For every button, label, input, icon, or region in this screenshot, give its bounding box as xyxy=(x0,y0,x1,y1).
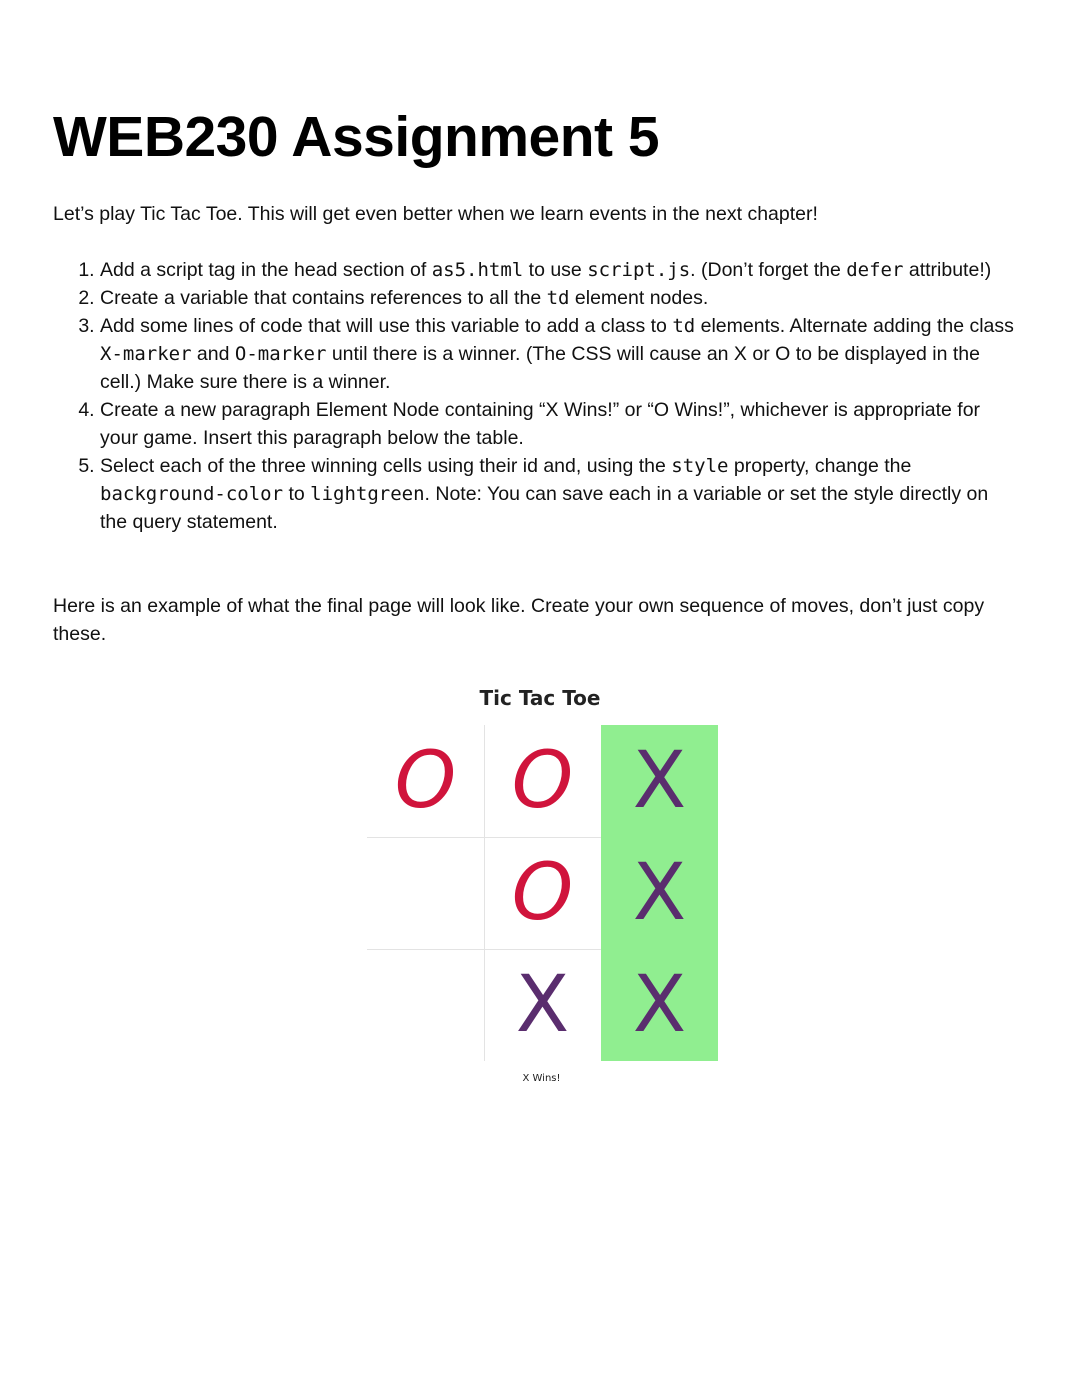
step-1-code-defer: defer xyxy=(846,259,904,281)
step-3-code-o-marker: O-marker xyxy=(234,343,327,365)
o-marker: O xyxy=(511,736,574,826)
x-marker: X xyxy=(515,960,570,1050)
board-cell xyxy=(484,949,601,1061)
step-3-text-a: Add some lines of code that will use this variable to add a class to xyxy=(100,315,673,337)
intro-paragraph: Let’s play Tic Tac Toe. This will get even better when we learn events in the next chapter! xyxy=(53,203,818,225)
x-marker: X xyxy=(632,848,687,938)
step-1-code-as5-html: as5.html xyxy=(431,259,524,281)
instruction-step-2 xyxy=(100,284,1020,312)
winner-message: X Wins! xyxy=(522,1073,561,1084)
board-cell xyxy=(484,837,601,949)
step-3-code-td: td xyxy=(672,315,696,337)
instruction-list xyxy=(53,256,1020,536)
tic-tac-toe-title: Tic Tac Toe xyxy=(479,686,601,710)
instruction-step-1 xyxy=(100,256,1020,284)
step-2-text-a: Create a variable that contains references to all the xyxy=(100,287,547,309)
step-5-text-b: property, change the xyxy=(728,455,912,477)
step-4-text: Create a new paragraph Element Node containing “X Wins!” or “O Wins!”, whichever is appropriate for your game. Insert this paragraph below the table. xyxy=(100,399,981,449)
board-cell xyxy=(601,725,718,837)
step-3-text-d: until there is a winner. (The CSS will cause an X or O to be displayed in the cell.) Make sure there is a winner. xyxy=(100,343,980,393)
board-cell xyxy=(367,837,484,949)
step-5-text-c: to xyxy=(283,483,311,505)
step-2-code-td: td xyxy=(546,287,570,309)
step-5-code-lightgreen: lightgreen xyxy=(310,483,425,505)
step-3-text-c: and xyxy=(191,343,235,365)
step-3-text-b: elements. Alternate adding the class xyxy=(695,315,1014,337)
step-5-text-d: . Note: You can save each in a variable or set the style directly on the query statement. xyxy=(100,483,989,533)
page-title: WEB230 Assignment 5 xyxy=(53,105,660,169)
board-cell xyxy=(367,949,484,1061)
tic-tac-toe-board xyxy=(367,725,718,1061)
step-5-code-background-color: background-color xyxy=(100,483,284,505)
step-1-code-script-js: script.js xyxy=(587,259,691,281)
example-paragraph: Here is an example of what the final page will look like. Create your own sequence of moves, don’t just copy these. xyxy=(53,595,985,645)
o-marker: O xyxy=(511,848,574,938)
board-cell xyxy=(367,725,484,837)
board-cell xyxy=(484,725,601,837)
step-1-text-b: to use xyxy=(523,259,588,281)
step-1-text-c: . (Don’t forget the xyxy=(690,259,847,281)
step-5-code-style: style xyxy=(671,455,729,477)
board-grid-line xyxy=(484,725,485,1061)
step-3-code-x-marker: X-marker xyxy=(100,343,192,365)
x-marker: X xyxy=(632,960,687,1050)
x-marker: X xyxy=(632,736,687,826)
o-marker: O xyxy=(394,736,457,826)
step-2-text-b: element nodes. xyxy=(569,287,709,309)
board-cell xyxy=(601,837,718,949)
step-1-text-d: attribute!) xyxy=(903,259,992,281)
step-1-text-a: Add a script tag in the head section of xyxy=(100,259,432,281)
board-cell xyxy=(601,949,718,1061)
instruction-step-3 xyxy=(100,312,1020,396)
instruction-step-4 xyxy=(100,396,1020,452)
step-5-text-a: Select each of the three winning cells using their id and, using the xyxy=(100,455,672,477)
instruction-step-5 xyxy=(100,452,1020,536)
